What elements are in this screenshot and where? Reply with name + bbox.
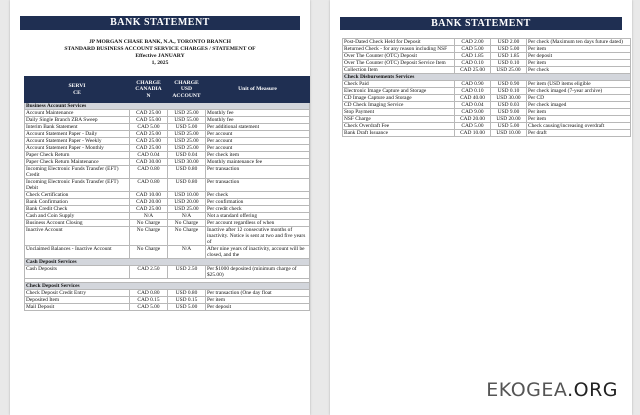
table-row — [343, 130, 631, 137]
table-row — [343, 95, 631, 102]
charge-usd-cell: USD 5.00 — [168, 304, 206, 311]
table-row — [343, 116, 631, 123]
service-name-cell: Paper Check Return Maintenance — [25, 159, 130, 166]
unit-of-measure-cell: Check causing/increasing overdraft — [527, 123, 631, 130]
service-name-cell: Collection Item — [343, 67, 455, 74]
charge-usd-cell: USD 0.80 — [168, 290, 206, 297]
service-name-cell: Check Deposit Credit Entry — [25, 290, 130, 297]
charge-cad-cell: CAD 25.00 — [130, 138, 168, 145]
service-name-cell: Check Paid — [343, 81, 455, 88]
service-name-cell: Check Overdraft Fee — [343, 123, 455, 130]
charge-cad-cell: CAD 0.90 — [455, 81, 491, 88]
unit-of-measure-cell: Per $1000 deposited (minimum charge of $25.00) — [206, 266, 310, 279]
service-name-cell: Unclaimed Balances - Inactive Account — [25, 246, 130, 259]
service-name-cell: Account Statement Paper - Daily — [25, 131, 130, 138]
service-name-cell: CD Check Imaging Service — [343, 102, 455, 109]
charge-cad-cell: CAD 40.00 — [455, 95, 491, 102]
charge-usd-cell: USD 9.00 — [491, 109, 527, 116]
unit-of-measure-cell: Not a standard offering — [206, 213, 310, 220]
charge-cad-cell: CAD 0.80 — [130, 166, 168, 179]
table-row — [25, 304, 310, 311]
charge-cad-cell: CAD 25.00 — [130, 145, 168, 152]
charge-usd-cell: USD 5.00 — [491, 123, 527, 130]
service-name-cell: Daily Single Branch ZBA Sweep — [25, 117, 130, 124]
charge-cad-cell: CAD 0.10 — [455, 88, 491, 95]
charge-usd-cell: N/A — [168, 246, 206, 259]
service-charges-table-continued — [342, 38, 631, 137]
section-header-row — [343, 74, 631, 81]
charge-cad-cell: CAD 5.00 — [130, 124, 168, 131]
charge-cad-cell: CAD 25.00 — [130, 110, 168, 117]
charge-cad-cell: CAD 2.00 — [455, 39, 491, 46]
table-row — [343, 123, 631, 130]
table-row — [25, 131, 310, 138]
table-row — [25, 199, 310, 206]
unit-of-measure-cell: Monthly fee — [206, 117, 310, 124]
charge-usd-cell: USD 2.50 — [168, 266, 206, 279]
section-title: Check Deposit Services — [25, 283, 310, 290]
table-row — [343, 88, 631, 95]
document-header — [10, 39, 310, 67]
charge-usd-cell: USD 5.00 — [491, 46, 527, 53]
charge-usd-cell: No Charge — [168, 227, 206, 246]
charge-cad-cell: CAD 30.00 — [130, 159, 168, 166]
charge-usd-cell: USD 25.00 — [168, 206, 206, 213]
charge-usd-cell: USD 55.00 — [168, 117, 206, 124]
service-name-cell: Interim Bank Statement — [25, 124, 130, 131]
charge-cad-cell: CAD 10.00 — [455, 130, 491, 137]
charge-cad-cell: CAD 0.04 — [130, 152, 168, 159]
service-name-cell: Incoming Electronic Funds Transfer (EFT) Credit — [25, 166, 130, 179]
bank-name-line: JP MORGAN CHASE BANK, N.A., TORONTO BRANCH — [88, 39, 232, 45]
table-row — [25, 297, 310, 304]
table-row — [25, 117, 310, 124]
charge-usd-cell: USD 5.00 — [168, 124, 206, 131]
table-row — [343, 81, 631, 88]
table-row — [25, 179, 310, 192]
table-row — [25, 192, 310, 199]
table-row — [25, 166, 310, 179]
service-charges-table — [24, 76, 310, 311]
charge-usd-cell: USD 0.03 — [491, 102, 527, 109]
column-header-service: SERVI CE — [25, 77, 130, 103]
charge-usd-cell: USD 0.10 — [491, 88, 527, 95]
charge-usd-cell: USD 10.00 — [168, 192, 206, 199]
service-name-cell: Post-Dated Check Held for Deposit — [343, 39, 455, 46]
table-row — [25, 290, 310, 297]
charge-usd-cell: USD 30.00 — [168, 159, 206, 166]
unit-of-measure-cell: Per check — [206, 192, 310, 199]
unit-of-measure-cell: Per transaction — [206, 179, 310, 192]
charge-usd-cell: USD 25.00 — [491, 67, 527, 74]
charge-usd-cell: USD 2.00 — [491, 39, 527, 46]
section-header-row — [25, 103, 310, 110]
service-name-cell: Electronic Image Capture and Storage — [343, 88, 455, 95]
table-row — [25, 206, 310, 213]
watermark-name: EKOGEA — [486, 379, 568, 401]
charge-usd-cell: No Charge — [168, 220, 206, 227]
service-name-cell: Account Statement Paper - Monthly — [25, 145, 130, 152]
charge-usd-cell: USD 0.15 — [168, 297, 206, 304]
table-row — [25, 266, 310, 279]
charge-usd-cell: USD 20.00 — [491, 116, 527, 123]
table-row — [343, 53, 631, 60]
service-name-cell: Account Statement Paper - Weekly — [25, 138, 130, 145]
charge-usd-cell: USD 30.00 — [491, 95, 527, 102]
charge-usd-cell: USD 0.10 — [491, 60, 527, 67]
section-header-row — [25, 259, 310, 266]
charge-cad-cell: No Charge — [130, 220, 168, 227]
unit-of-measure-cell: Per item — [527, 60, 631, 67]
column-header-charge-usd: CHARGE USD ACCOUNT — [168, 77, 206, 103]
table-row — [343, 46, 631, 53]
service-name-cell: CD Image Capture and Storage — [343, 95, 455, 102]
unit-of-measure-cell: Per item — [206, 297, 310, 304]
charge-cad-cell: CAD 0.04 — [455, 102, 491, 109]
service-name-cell: Paper Check Return — [25, 152, 130, 159]
service-name-cell: Check Certification — [25, 192, 130, 199]
charge-cad-cell: CAD 0.80 — [130, 290, 168, 297]
unit-of-measure-cell: Per deposit — [206, 304, 310, 311]
charge-cad-cell: CAD 5.00 — [130, 304, 168, 311]
charge-cad-cell: CAD 0.15 — [130, 297, 168, 304]
column-header-unit: Unit of Measure — [206, 77, 310, 103]
unit-of-measure-cell: Per account — [206, 145, 310, 152]
table-row — [25, 246, 310, 259]
table-row — [343, 39, 631, 46]
table-row — [343, 109, 631, 116]
charge-usd-cell: USD 20.00 — [168, 199, 206, 206]
charge-usd-cell: USD 25.00 — [168, 131, 206, 138]
service-name-cell: Bank Confirmation — [25, 199, 130, 206]
charge-cad-cell: CAD 0.10 — [455, 60, 491, 67]
unit-of-measure-cell: Per transaction — [206, 166, 310, 179]
unit-of-measure-cell: Per check imaged (7-year archive) — [527, 88, 631, 95]
unit-of-measure-cell: Per item (USD items eligible — [527, 81, 631, 88]
table-row — [25, 152, 310, 159]
unit-of-measure-cell: Per item — [527, 116, 631, 123]
table-row — [25, 213, 310, 220]
unit-of-measure-cell: After nine years of inactivity, account will be closed, and the — [206, 246, 310, 259]
unit-of-measure-cell: Per check — [527, 67, 631, 74]
section-title: Cash Deposit Services — [25, 259, 310, 266]
table-row — [25, 124, 310, 131]
schedule-title-line: STANDARD BUSINESS ACCOUNT SERVICE CHARGES / STATEMENT OF — [64, 46, 256, 52]
unit-of-measure-cell: Per item — [527, 46, 631, 53]
charge-usd-cell: USD 0.90 — [491, 81, 527, 88]
unit-of-measure-cell: Monthly maintenance fee — [206, 159, 310, 166]
table-row — [25, 145, 310, 152]
service-name-cell: Bank Draft Issuance — [343, 130, 455, 137]
service-name-cell: Inactive Account — [25, 227, 130, 246]
table-row — [343, 67, 631, 74]
charge-cad-cell: N/A — [130, 213, 168, 220]
charge-usd-cell: USD 0.80 — [168, 166, 206, 179]
service-name-cell: Mail Deposit — [25, 304, 130, 311]
unit-of-measure-cell: Per account — [206, 131, 310, 138]
unit-of-measure-cell: Monthly fee — [206, 110, 310, 117]
charge-usd-cell: USD 0.80 — [168, 179, 206, 192]
section-title: Business Account Services — [25, 103, 310, 110]
charge-cad-cell: CAD 2.50 — [130, 266, 168, 279]
service-name-cell: Stop Payment — [343, 109, 455, 116]
unit-of-measure-cell: Per additional statement — [206, 124, 310, 131]
unit-of-measure-cell: Per credit check — [206, 206, 310, 213]
unit-of-measure-cell: Per account regardless of when — [206, 220, 310, 227]
charge-usd-cell: USD 25.00 — [168, 145, 206, 152]
charge-cad-cell: CAD 9.00 — [455, 109, 491, 116]
section-header-row — [25, 283, 310, 290]
service-name-cell: Business Account Closing — [25, 220, 130, 227]
charge-usd-cell: USD 1.85 — [491, 53, 527, 60]
service-name-cell: Account Maintenance — [25, 110, 130, 117]
charge-cad-cell: CAD 1.85 — [455, 53, 491, 60]
charge-cad-cell: CAD 20.00 — [455, 116, 491, 123]
effective-date-line: 1, 2025 — [151, 60, 169, 66]
site-watermark — [486, 379, 618, 401]
charge-cad-cell: CAD 20.00 — [130, 199, 168, 206]
unit-of-measure-cell: Per item — [527, 109, 631, 116]
charge-cad-cell: CAD 10.00 — [130, 192, 168, 199]
unit-of-measure-cell: Per draft — [527, 130, 631, 137]
service-name-cell: Deposited Item — [25, 297, 130, 304]
service-name-cell: Cash Deposits — [25, 266, 130, 279]
table-row — [343, 102, 631, 109]
unit-of-measure-cell: Per check item — [206, 152, 310, 159]
charge-cad-cell: CAD 0.80 — [130, 179, 168, 192]
page-title: BANK STATEMENT — [20, 16, 300, 30]
charge-cad-cell: CAD 55.00 — [130, 117, 168, 124]
unit-of-measure-cell: Per CD — [527, 95, 631, 102]
service-name-cell: Incoming Electronic Funds Transfer (EFT) Debit — [25, 179, 130, 192]
effective-line: Effective JANUARY — [135, 53, 185, 59]
unit-of-measure-cell: Per check imaged — [527, 102, 631, 109]
column-header-charge-cad: CHARGE CANADIA N — [130, 77, 168, 103]
charge-usd-cell: USD 0.04 — [168, 152, 206, 159]
unit-of-measure-cell: Per check (Maximum ten days future dated) — [527, 39, 631, 46]
unit-of-measure-cell: Per account — [206, 138, 310, 145]
charge-cad-cell: No Charge — [130, 246, 168, 259]
charge-cad-cell: CAD 5.00 — [455, 46, 491, 53]
section-title: Check Disbursements Services — [343, 74, 631, 81]
unit-of-measure-cell: Per transaction (One day float — [206, 290, 310, 297]
service-name-cell: Bank Credit Check — [25, 206, 130, 213]
table-row — [25, 138, 310, 145]
statement-page-right — [330, 0, 632, 415]
table-row — [25, 220, 310, 227]
charge-usd-cell: N/A — [168, 213, 206, 220]
service-name-cell: NSF Charge — [343, 116, 455, 123]
unit-of-measure-cell: Inactive after 12 consecutive months of inactivity. Notice is sent at two and five years of — [206, 227, 310, 246]
table-row — [25, 110, 310, 117]
table-row — [25, 227, 310, 246]
unit-of-measure-cell: Per confirmation — [206, 199, 310, 206]
service-name-cell: Cash and Coin Supply — [25, 213, 130, 220]
service-name-cell: Returned Check - for any reason including NSF — [343, 46, 455, 53]
statement-page-left — [10, 0, 310, 415]
page-title-right: BANK STATEMENT — [340, 17, 622, 30]
charge-cad-cell: CAD 25.00 — [455, 67, 491, 74]
charge-cad-cell: CAD 5.00 — [455, 123, 491, 130]
charge-usd-cell: USD 25.00 — [168, 110, 206, 117]
charge-cad-cell: CAD 25.00 — [130, 206, 168, 213]
charge-cad-cell: CAD 25.00 — [130, 131, 168, 138]
table-row — [343, 60, 631, 67]
charge-cad-cell: No Charge — [130, 227, 168, 246]
service-name-cell: Over The Counter (OTC) Deposit — [343, 53, 455, 60]
service-name-cell: Over The Counter (OTC) Deposit Service Item — [343, 60, 455, 67]
unit-of-measure-cell: Per deposit — [527, 53, 631, 60]
charge-usd-cell: USD 10.00 — [491, 130, 527, 137]
watermark-tld: .ORG — [567, 379, 618, 401]
table-row — [25, 159, 310, 166]
charge-usd-cell: USD 25.00 — [168, 138, 206, 145]
